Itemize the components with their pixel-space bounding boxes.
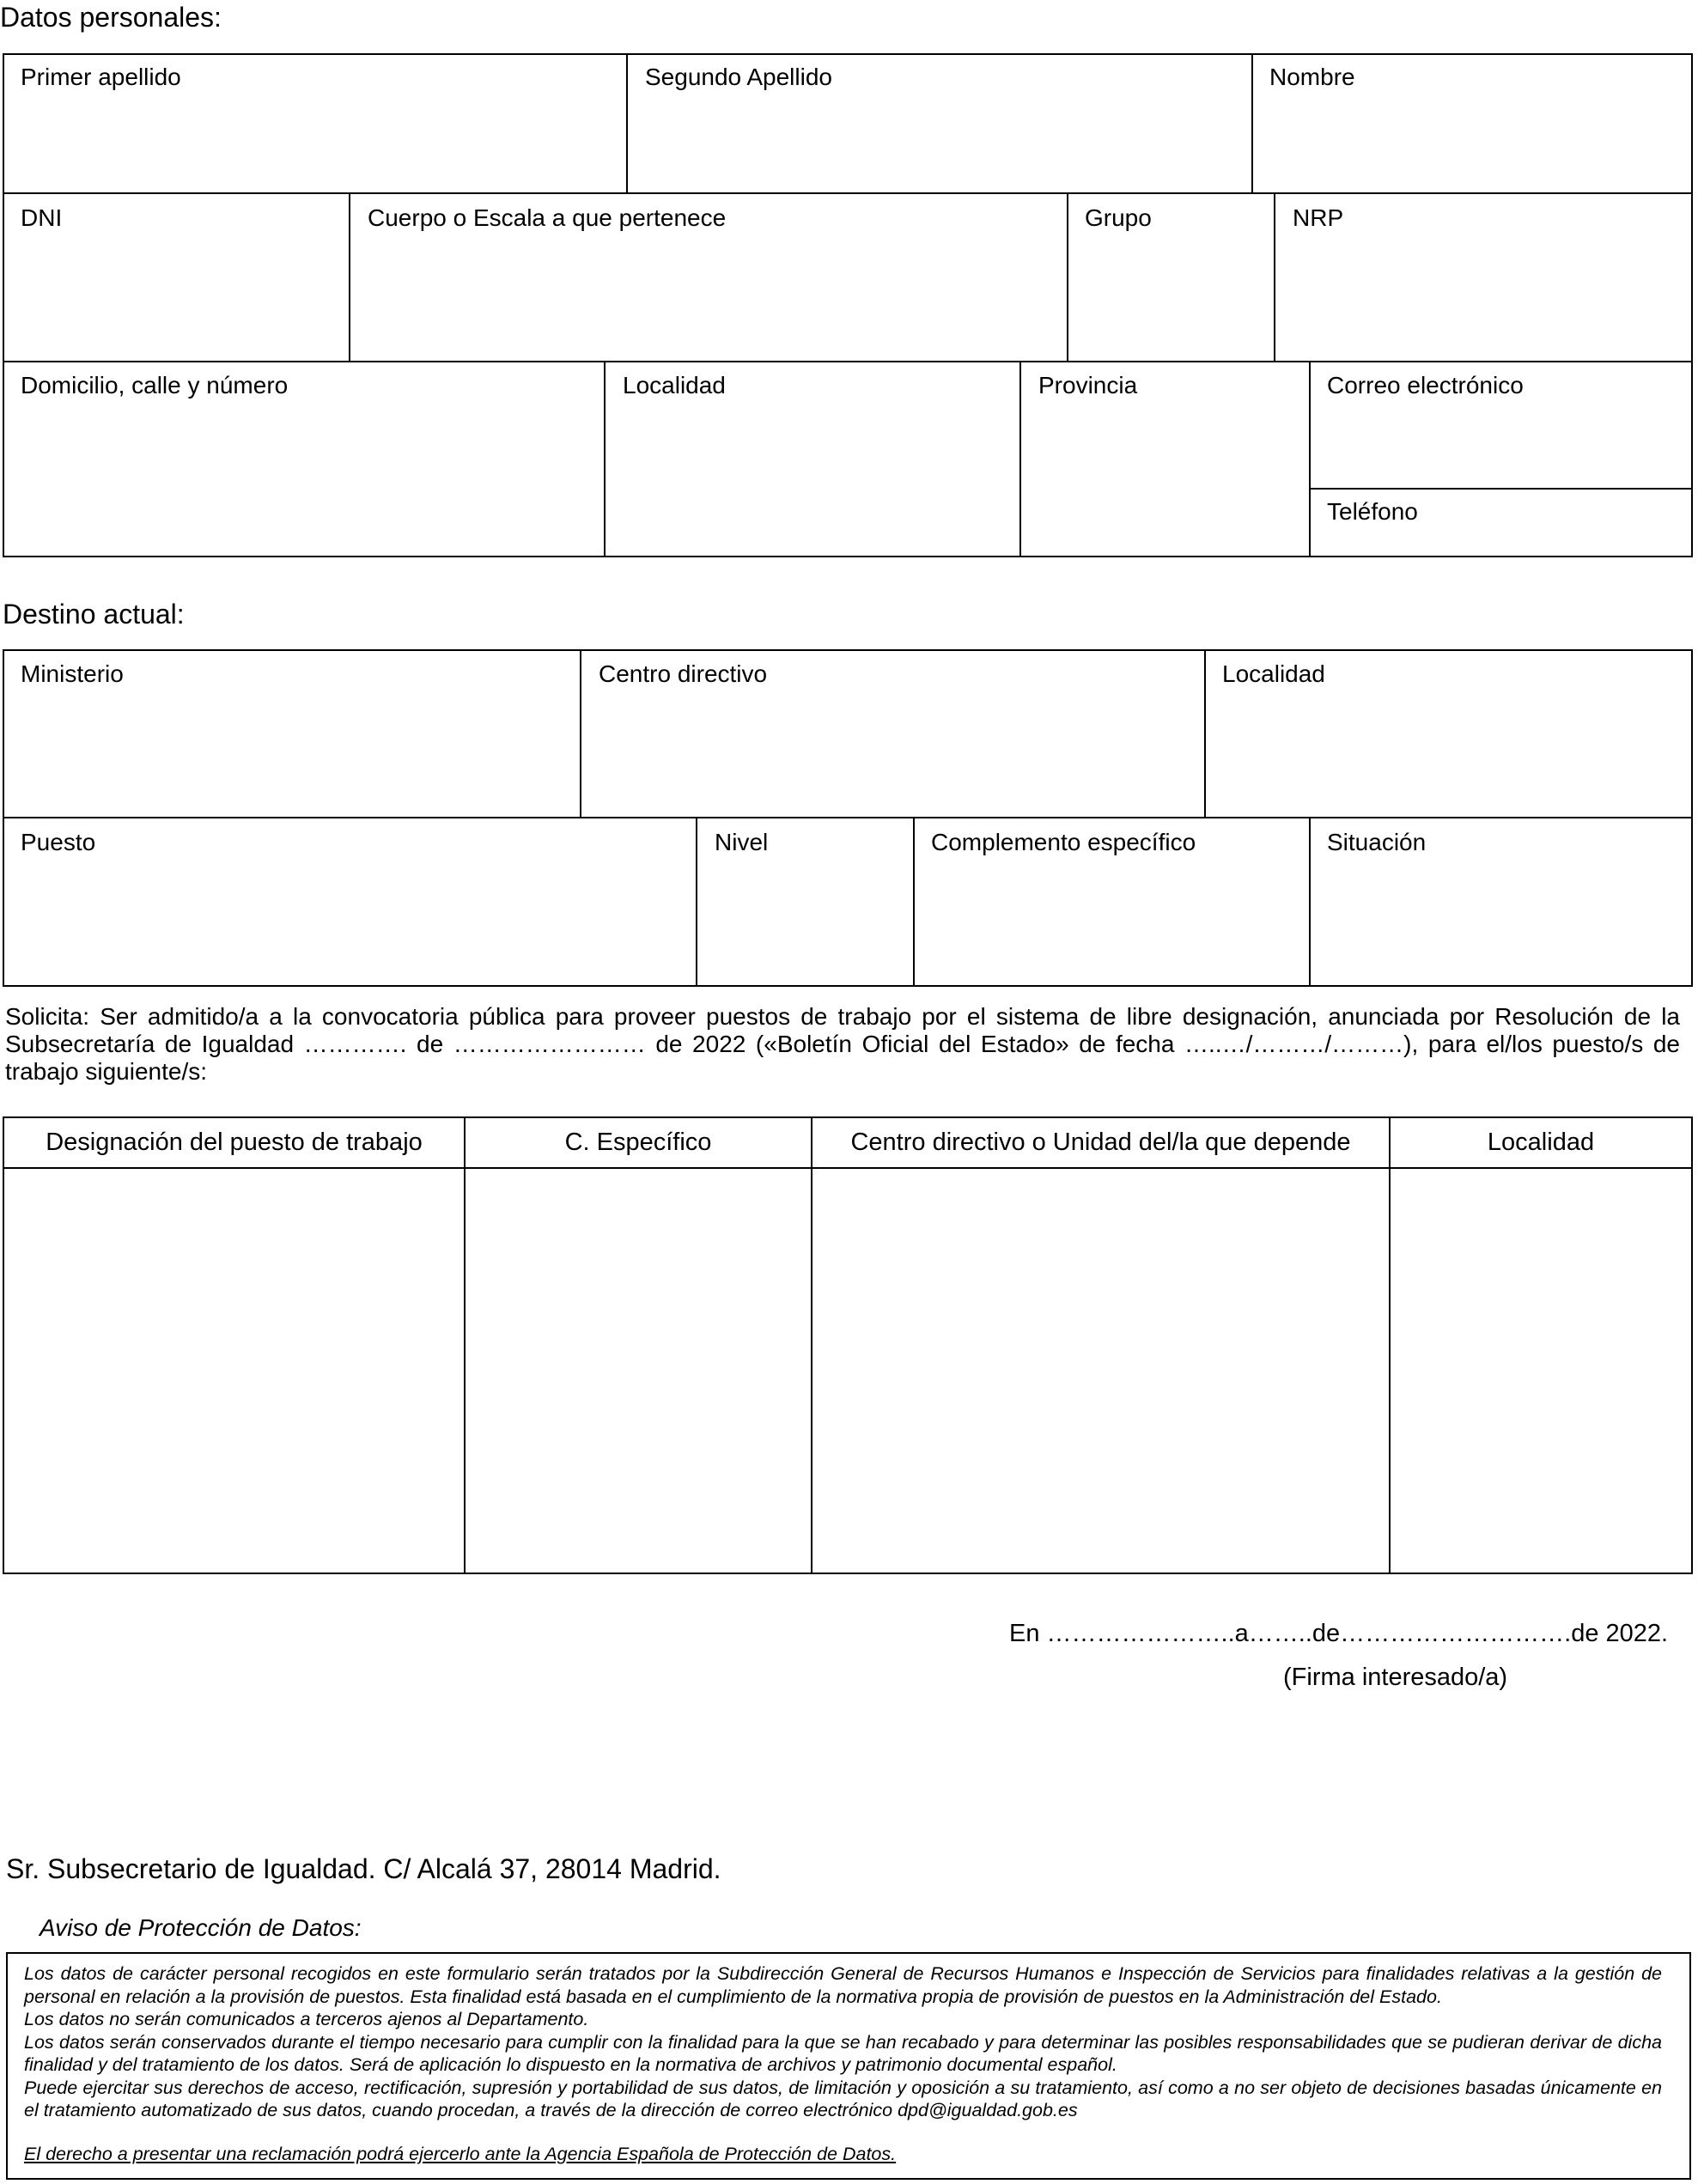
header-centro-directivo: Centro directivo o Unidad del/la que depende	[850, 1129, 1351, 1156]
c-especifico-cell[interactable]	[466, 1169, 811, 1573]
firma-label: (Firma interesado/a)	[1283, 1664, 1508, 1691]
complemento-field[interactable]	[915, 861, 1309, 985]
aviso-paragraph: Puede ejercitar sus derechos de acceso, rectificación, supresión y portabilidad de sus datos, de limitación y oposición a su tratamiento, así como a no ser objeto de decisiones basadas únicamente en el tratamiento automatizado de sus datos, cuando procedan, a través de la dirección de correo electrónico dpd@igualdad.gob.es	[24, 2077, 1662, 2120]
aviso-paragraph: Los datos serán conservados durante el tiempo necesario para cumplir con la finalidad para la que se han recabado y para determinar las posibles responsabilidades que se pudieran derivar de dicha finalidad y del tratamiento de los datos. Será de aplicación lo dispuesto en la normativa de archivos y patrimonio documental español.	[24, 2031, 1662, 2075]
telefono-field[interactable]	[1311, 528, 1691, 556]
header-localidad: Localidad	[1487, 1129, 1595, 1156]
designacion-cell[interactable]	[4, 1169, 464, 1573]
solicita-paragraph: Solicita: Ser admitido/a a la convocatoria pública para proveer puestos de trabajo por el sistema de libre designación, anunciada por Resolución de la Subsecretaría de Igualdad …………. de …………………… de 2022 («Boletín Oficial del Estado» de fecha …..…/………/………), para el/los puesto/s de trabajo siguiente/s:	[5, 1003, 1680, 1085]
aviso-paragraph: Los datos no serán comunicados a terceros ajenos al Departamento.	[24, 2009, 589, 2029]
header-designacion: Designación del puesto de trabajo	[46, 1129, 423, 1156]
header-c-especifico: C. Específico	[564, 1129, 712, 1156]
provincia-field[interactable]	[1021, 404, 1309, 556]
aviso-reclamacion: El derecho a presentar una reclamación podrá ejercerlo ante la Agencia Española de Protección de Datos.	[24, 2144, 897, 2164]
dni-field[interactable]	[4, 237, 349, 361]
centro-directivo-field[interactable]	[581, 692, 1204, 817]
field-label-puesto: Puesto	[21, 829, 96, 855]
lugar-fecha-line: En …………………..a……..de……………………….de 2022.	[1009, 1620, 1669, 1647]
field-label-provincia: Provincia	[1038, 372, 1138, 398]
field-label-nivel: Nivel	[715, 829, 769, 855]
nombre-field[interactable]	[1253, 96, 1691, 192]
field-label-primer-apellido: Primer apellido	[21, 64, 181, 90]
field-label-nrp: NRP	[1293, 204, 1344, 231]
field-label-telefono: Teléfono	[1327, 498, 1418, 525]
correo-field[interactable]	[1311, 404, 1691, 488]
primer-apellido-field[interactable]	[4, 96, 626, 192]
situacion-field[interactable]	[1311, 861, 1691, 985]
field-label-domicilio: Domicilio, calle y número	[21, 372, 289, 398]
section-title-destino: Destino actual:	[3, 599, 185, 630]
localidad-field[interactable]	[606, 404, 1019, 556]
field-label-dni: DNI	[21, 204, 63, 231]
aviso-text	[24, 1962, 1662, 2122]
ministerio-field[interactable]	[4, 692, 580, 817]
centro-directivo-cell[interactable]	[812, 1169, 1389, 1573]
field-label-nombre: Nombre	[1269, 64, 1355, 90]
row-divider	[1309, 488, 1693, 490]
localidad-destino-field[interactable]	[1206, 692, 1691, 817]
section-title-personal: Datos personales:	[0, 2, 222, 33]
field-label-ministerio: Ministerio	[21, 660, 124, 687]
domicilio-field[interactable]	[4, 404, 604, 556]
segundo-apellido-field[interactable]	[628, 96, 1251, 192]
field-label-localidad-destino: Localidad	[1222, 660, 1325, 687]
field-label-complemento: Complemento específico	[931, 829, 1196, 855]
row-divider	[3, 361, 1693, 362]
field-label-cuerpo: Cuerpo o Escala a que pertenece	[368, 204, 727, 231]
aviso-title: Aviso de Protección de Datos:	[40, 1914, 362, 1941]
row-divider	[3, 192, 1693, 194]
field-label-segundo-apellido: Segundo Apellido	[645, 64, 832, 90]
field-label-centro-directivo: Centro directivo	[599, 660, 768, 687]
field-label-situacion: Situación	[1327, 829, 1427, 855]
aviso-paragraph: Los datos de carácter personal recogidos en este formulario serán tratados por la Subdirección General de Recursos Humanos e Inspección de Servicios para finalidades relativas a la gestión de personal en relación a la provisión de puestos. Esta finalidad está basada en el cumplimiento de la normativa propia de provisión de puestos en la Administración del Estado.	[24, 1963, 1662, 2007]
field-label-correo: Correo electrónico	[1327, 372, 1524, 398]
row-divider	[3, 817, 1693, 818]
nivel-field[interactable]	[697, 861, 913, 985]
cuerpo-field[interactable]	[350, 237, 1067, 361]
field-label-grupo: Grupo	[1085, 204, 1152, 231]
nrp-field[interactable]	[1275, 237, 1691, 361]
puesto-field[interactable]	[4, 861, 696, 985]
localidad-cell[interactable]	[1391, 1169, 1691, 1573]
destinatario: Sr. Subsecretario de Igualdad. C/ Alcalá 37, 28014 Madrid.	[6, 1853, 721, 1884]
field-label-localidad: Localidad	[623, 372, 726, 398]
grupo-field[interactable]	[1068, 237, 1274, 361]
